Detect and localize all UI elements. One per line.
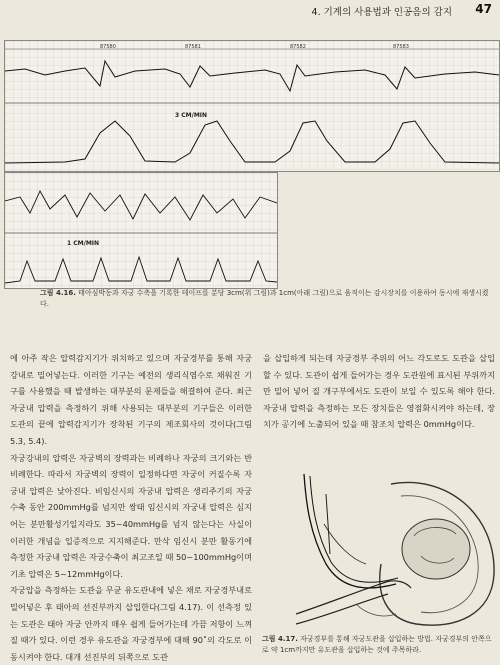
fetal-monitor-strip-top <box>4 40 500 172</box>
right-column <box>263 350 495 433</box>
paragraph: 자궁압을 측정하는 도관을 무균 유도관내에 넣은 채로 자궁경부내로 밀어넣은 후 태아의 선진부까지 삽입한다(그림 4.17). 이 선측정 있는 도관은 태아 자궁 안까지 매우 쉽게 들어가는데 가끔 저항이 느껴질 때가 있다. 이런 경우 유도관을 자궁경부에 대해 90˚의 각도로 이동시켜야 한다. 대개 선진부의 뒤쪽으로 도관 <box>10 585 252 662</box>
speed-label: 3 CM/MIN <box>175 112 208 119</box>
page-header <box>0 0 500 22</box>
figure-4-16-caption <box>40 288 495 310</box>
page-number: 47 <box>475 2 492 16</box>
figure-4-17-caption <box>262 634 498 656</box>
catheter-insertion-illustration <box>296 464 500 630</box>
ruler-mark: 87582 <box>290 44 306 50</box>
left-column <box>10 350 252 665</box>
paragraph: 을 삽입하게 되는데 자궁경부 주위의 어느 각도로도 도관을 삽입할 수 있다. 도관이 쉽게 들어가는 경우 도관원에 표시된 부위까지만 밀어 넣어 질 개구부에서도 도관이 보일 수 있도록 해야 한다. 자궁내 압력을 측정하는 모든 장치들은 영점화시켜야 하는데, 장치가 공기에 노출되어 있을 때 참조치 압력은 0mmHg이다. <box>263 353 495 430</box>
chapter-title: 4. 기계의 사용법과 인공음의 감지 <box>311 7 452 18</box>
monitor-trace-top <box>5 41 499 171</box>
paragraph: 에 아주 작은 압력감지기가 위치하고 있으며 자궁경부를 통해 자궁강내로 밀어넣는다. 이러한 기구는 예전의 생리식염수로 채워진 기구를 사용했을 때 발생하는 대부분의 문제들을 해결하여 준다. 최근 자궁내 압력을 측정하기 위해 사용되는 대부분의 기구들은 이러한 도관의 끝에 압력감지기가 장착된 기구의 제조회사의 것이다(그림 5.3, 5.4). <box>10 353 252 446</box>
monitor-trace-bottom <box>5 173 277 288</box>
speed-label: 1 CM/MIN <box>67 240 100 247</box>
paragraph: 자궁강내의 압력은 자궁벽의 장력과는 비례하나 자궁의 크기와는 반비례한다. 따라서 자궁벽의 장력이 일정하다면 자궁이 커질수록 자궁내 압력은 낮아진다. 비임신시의 자궁내 압력은 생리주기의 자궁 수축 동안 200mmHg를 넘지만 쌍태 임신시의 자궁내 압력은 심지어는 분만활성기일지라도 35~40mmHg를 넘지 않는다는 사실이 이러한 개념을 입증적으로 지지해준다. 만삭 임신시 분만 활동기에 측정한 자궁내 압력은 자궁수축이 최고조일 때 50~100mmHg이며 기초 압력은 5~12mmHg이다. <box>10 452 252 579</box>
ruler-mark: 87580 <box>100 44 116 50</box>
caption-text: 태아심박동과 자궁 수축을 기록한 테이프를 분당 3cm(위 그림)과 1cm(아래 그림)으로 움직이는 감시장치를 이용하여 동시에 재생시켰다. <box>40 289 489 308</box>
ruler-mark: 87583 <box>393 44 409 50</box>
anatomy-drawing <box>296 464 500 630</box>
figure-number: 그림 4.17. <box>262 635 298 643</box>
ruler-mark: 87581 <box>185 44 201 50</box>
fetal-monitor-strip-bottom <box>4 172 278 289</box>
figure-number: 그림 4.16. <box>40 289 76 297</box>
caption-text: 자궁경부를 통해 자궁도관을 삽입하는 방법. 자궁경부의 안쪽으로 약 1cm까지만 유도관을 삽입하는 것에 주목하라. <box>262 635 492 654</box>
